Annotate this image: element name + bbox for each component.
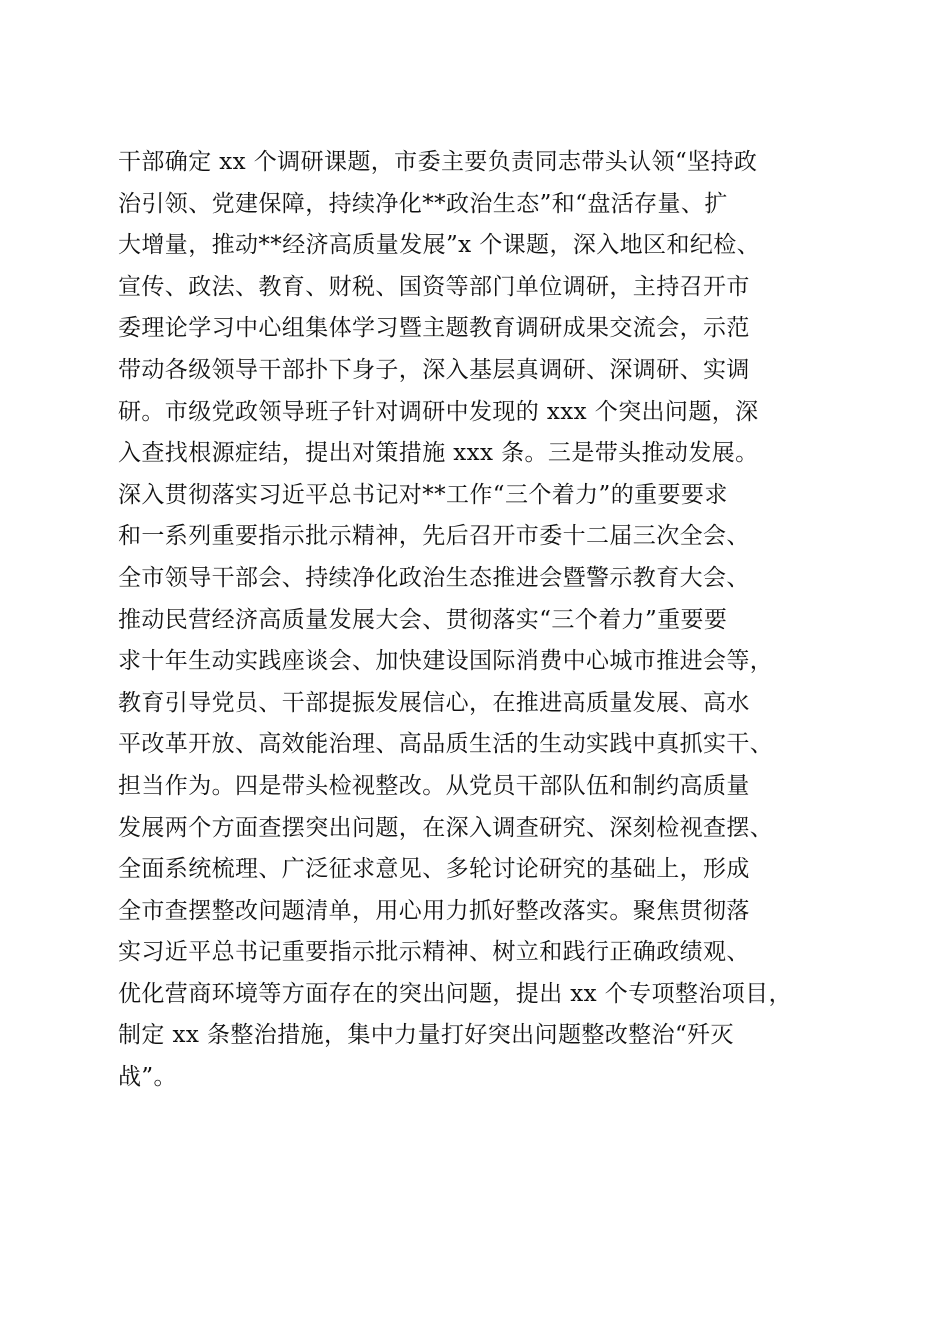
text-line: 带动各级领导干部扑下身子，深入基层真调研、深调研、实调: [118, 356, 750, 383]
text-line: 优化营商环境等方面存在的突出问题，提出 xx 个专项整治项目，: [118, 980, 792, 1007]
text-line: 求十年生动实践座谈会、加快建设国际消费中心城市推进会等，: [118, 648, 774, 675]
text-line: 和一系列重要指示批示精神，先后召开市委十二届三次全会、: [118, 523, 750, 550]
text-line: 全市查摆整改问题清单，用心用力抓好整改落实。聚焦贯彻落: [118, 897, 750, 924]
text-line: 教育引导党员、干部提振发展信心，在推进高质量发展、高水: [118, 689, 750, 716]
text-line: 全面系统梳理、广泛征求意见、多轮讨论研究的基础上，形成: [118, 856, 750, 883]
text-line: 入查找根源症结，提出对策措施 xxx 条。三是带头推动发展。: [118, 440, 759, 467]
text-line: 全市领导干部会、持续净化政治生态推进会暨警示教育大会、: [118, 564, 750, 591]
text-line: 大增量，推动**经济高质量发展”x 个课题，深入地区和纪检、: [118, 232, 761, 259]
text-line: 治引领、党建保障，持续净化**政治生态”和“盘活存量、扩: [118, 190, 728, 217]
text-line: 深入贯彻落实习近平总书记对**工作“三个着力”的重要要求: [118, 481, 728, 508]
text-line: 发展两个方面查摆突出问题，在深入调查研究、深刻检视查摆、: [118, 814, 774, 841]
text-line: 担当作为。四是带头检视整改。从党员干部队伍和制约高质量: [118, 772, 750, 799]
text-line: 平改革开放、高效能治理、高品质生活的生动实践中真抓实干、: [118, 731, 774, 758]
text-line: 宣传、政法、教育、财税、国资等部门单位调研，主持召开市: [118, 273, 750, 300]
text-line: 制定 xx 条整治措施，集中力量打好突出问题整改整治“歼灭: [118, 1022, 734, 1049]
text-line: 战”。: [118, 1064, 177, 1091]
text-line: 干部确定 xx 个调研课题，市委主要负责同志带头认领“坚持政: [118, 149, 758, 175]
text-line: 推动民营经济高质量发展大会、贯彻落实“三个着力”重要要: [118, 606, 728, 633]
body-paragraph: [118, 142, 858, 1099]
text-line: 实习近平总书记重要指示批示精神、树立和践行正确政绩观、: [118, 939, 750, 966]
text-line: 研。市级党政领导班子针对调研中发现的 xxx 个突出问题，深: [118, 398, 759, 425]
text-line: 委理论学习中心组集体学习暨主题教育调研成果交流会，示范: [118, 315, 750, 342]
